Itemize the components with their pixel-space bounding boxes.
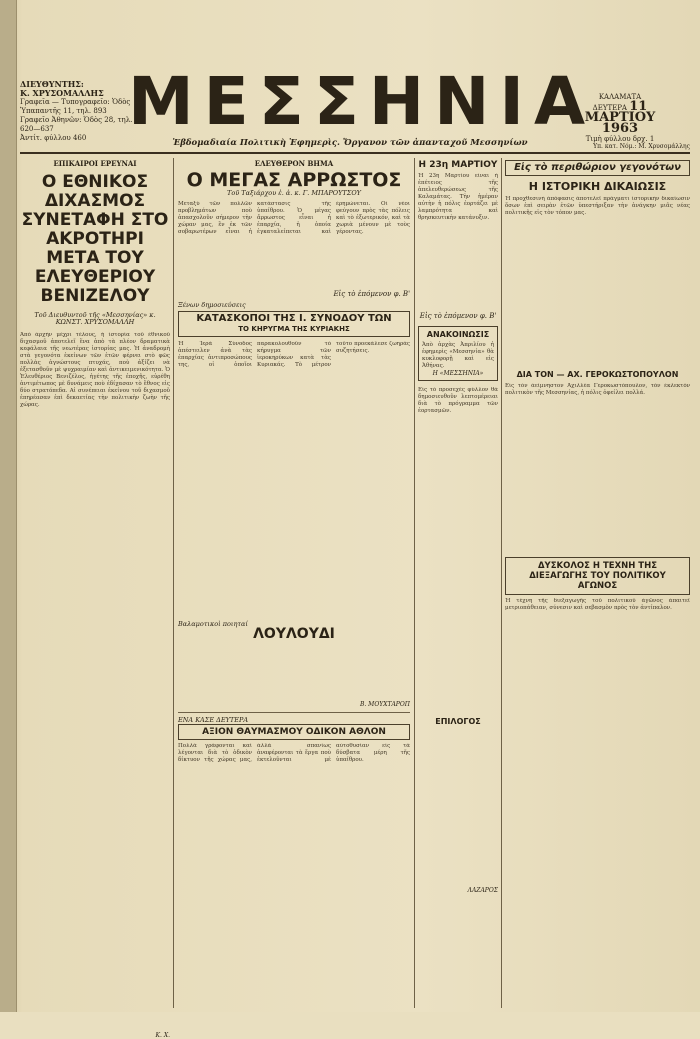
feature-kicker: ΕΝΑ ΚΑΣΕ ΔΕΥΤΕΡΑ [178, 716, 249, 724]
masthead-rule [20, 152, 690, 154]
column-3 [418, 160, 498, 894]
col2-body: Μεταξὺ τῶν πολλῶν προβλημάτων ποὺ ἀπασχολοῦν σήμερον τὴν χώραν μας, ἓν ἐκ τῶν σοβαρωτέρων εἶναι ἡ κατάστασις τῆς ὑπαίθρου. Ὁ μέγας ἄρρωστος εἶναι ἡ ἐπαρχία, ἡ ὁποία ἐγκαταλείπεται καὶ ἐρημώνεται. Οἱ νέοι φεύγουν πρὸς τὰς πόλεις καὶ τὸ ἐξωτερικόν, καὶ τὰ χωριὰ μένουν μὲ τοὺς γέροντας. [178, 201, 410, 235]
col1-kicker: ΕΠΙΚΑΙΡΟΙ ΕΡΕΥΝΑΙ [53, 159, 137, 168]
col1-body-text: Ἀπὸ ἀρχὴν μέχρι τέλους, ἡ ἱστορία τοῦ ἐθνικοῦ διχασμοῦ ἀποτελεῖ ἕνα ἀπὸ τὰ πλέον δραματικὰ κεφάλαια τῆς νεωτέρας ἱστορίας μας. Ἡ ἀναδρομὴ στὰ γεγονότα ἐκείνων τῶν ἐτῶν φέρνει στὸ φῶς πολλὰς ἀγνώστους πτυχάς, ποὺ ἀξίζει νὰ ἐξετασθοῦν μὲ ψυχραιμίαν καὶ ἀντικειμενικότητα. Ὁ Ἐλευθέριος Βενιζέλος, ἡγέτης τῆς ἐποχῆς, εὑρέθη ἀντιμέτωπος μὲ δυνάμεις ποὺ ἐδίχασαν τὸ ἔθνος εἰς δύο στρατόπεδα. Αἱ συνέπειαι ἐκείνου τοῦ διχασμοῦ ἐπηρέασαν ἐπὶ δεκαετίας τὴν πολιτικὴν ζωὴν τῆς χώρας. [20, 332, 170, 408]
feature-body: Πολλὰ γράφονται καὶ λέγονται διὰ τὸ ὁδικὸν δίκτυον τῆς χώρας μας, ἀλλὰ σπανίως ἀναφέρονται τὰ ἔργα ποὺ ἐκτελοῦνται μὲ αὐτοθυσίαν εἰς τὰ δύσβατα μέρη τῆς ὑπαίθρου. [178, 743, 410, 763]
col3-signature: ΛΑΖΑΡΟΣ [467, 887, 498, 894]
notice-signature: Η «ΜΕΣΣΗΝΙΑ» [432, 370, 484, 377]
subscription-price: Ἀντίτ. φύλλου 460 [20, 134, 87, 142]
notice-title: ΑΝΑΚΟΙΝΩΣΙΣ [426, 330, 490, 339]
col2-headline2: ΚΑΤΑΣΚΟΠΟΙ ΤΗΣ Ι. ΣΥΝΟΔΟΥ ΤΩΝ [196, 313, 392, 324]
feature-header [178, 724, 410, 740]
col2-divider [178, 712, 410, 713]
col1-body [20, 332, 170, 1032]
column-1 [20, 160, 170, 1039]
col1-headline: Ο ΕΘΝΙΚΟΣ ΔΙΧΑΣΜΟΣ ΣΥΝΕΤΑΦΗ ΣΤΟ ΑΚΡΟΤΗΡΙ ΜΕΤΑ ΤΟΥ ΕΛΕΥΘΕΡΙΟΥ ΒΕΝΙΖΕΛΟΥ [21, 172, 169, 306]
col4-body2: Εἰς τὸν ἀείμνηστον Ἀχιλλέα Γεροκωστόπουλον, τὸν ἐκλεκτὸν πολιτικὸν τῆς Μεσσηνίας, ἡ πόλις ὀφείλει πολλά. [505, 383, 690, 396]
column-divider-1 [173, 158, 174, 1008]
col4-kicker: Εἰς τὸ περιθώριον γεγονότων [514, 162, 681, 173]
poem-title: ΛΟΥΛΟΥΔΙ [253, 626, 335, 642]
col2-subheadline2: ΤΟ ΚΗΡΥΓΜΑ ΤΗΣ ΚΥΡΙΑΚΗΣ [238, 325, 350, 333]
offices: Γραφεῖα — Τυπογραφεῖο: Ὁδὸς Ὑπαπαντῆς 11, τηλ. 893 [20, 98, 131, 115]
feature-headline: ΑΞΙΟΝ ΘΑΥΜΑΣΜΟΥ ΟΔΙΚΟΝ ΑΘΛΟΝ [202, 727, 386, 737]
col2-byline: Τοῦ Ταξιάρχου ἐ. ἀ. κ. Γ. ΜΠΑΡΟΥΤΣΟΥ [227, 189, 361, 197]
col2-headline: Ο ΜΕΓΑΣ ΑΡΡΩΣΤΟΣ [186, 169, 402, 191]
column-4 [505, 160, 690, 898]
col2-section: Ξένων δημοσιεύσεις [178, 301, 246, 309]
col3-epilogos-body [418, 727, 498, 887]
column-divider-3 [501, 158, 502, 1008]
city: ΚΑΛΑΜΑΤΑ [598, 93, 642, 101]
col3-epilogos: ΕΠΙΛΟΓΟΣ [435, 717, 481, 726]
col2-continuation: Εἰς τὸ ἐπόμενον φ. Β' [333, 290, 410, 298]
col1-signature: Κ. Χ. [155, 1032, 170, 1039]
col4-body: Ἡ προχθεσινὴ ἀπόφασις ἀποτελεῖ πράγματι ἱστορικὴν δικαίωσιν ὅσων ἐπὶ σειρὰν ἐτῶν ὑπεστήριξαν τὴν ἀνάγκην μιᾶς νέας πολιτικῆς εἰς τὸν τόπον μας. [505, 196, 690, 216]
notice-box [418, 326, 498, 381]
athens-office: Γραφεῖο Ἀθηνῶν: Ὁδὸς 28, τηλ. 620—637 [20, 116, 133, 133]
dateline [560, 92, 680, 144]
page-fold [16, 0, 17, 1012]
col2-kicker: ΕΛΕΥΘΕΡΟΝ ΒΗΜΑ [254, 159, 334, 168]
col2-body2: Ἡ Ἱερὰ Σύνοδος ἀπέστειλεν ἀνὰ τὰς ἐπαρχίας ἀντιπροσώπους της, οἱ ὁποῖοι παρακολουθοῦν τὸ κήρυγμα τῶν ἱεροκηρύκων κατὰ τὰς Κυριακάς. Τὸ μέτρον τοῦτο προεκάλεσε ζωηρὰς συζητήσεις. [178, 341, 410, 368]
issue-price: Τιμὴ φύλλου δρχ. 1 [585, 135, 655, 143]
page-edge [0, 0, 16, 1012]
col4-body3: Ἡ τέχνη τῆς διεξαγωγῆς τοῦ πολιτικοῦ ἀγῶνος ἀπαιτεῖ μετριοπάθειαν, σύνεσιν καὶ σεβασμὸν πρὸς τὸν ἀντίπαλον. [505, 598, 690, 611]
col2-story2-header [178, 311, 410, 337]
notice-body: Ἀπὸ ἀρχὰς Ἀπριλίου ἡ ἐφημερὶς «Μεσσηνία» θὰ κυκλοφορῇ καὶ εἰς Ἀθήνας. [422, 342, 494, 369]
director-label: ΔΙΕΥΘΥΝΤΗΣ: [20, 79, 84, 89]
col3-body: Ἡ 23η Μαρτίου εἶναι ἡ ἐπέτειος τῆς ἀπελευθερώσεως τῆς Καλαμάτας. Τὴν ἡμέραν αὐτὴν ἡ πόλις ἑορτάζει μὲ λαμπρότητα καὶ θρησκευτικὴν κατάνυξιν. [418, 173, 498, 221]
column-2 [178, 160, 410, 903]
col4-kicker-box [505, 160, 690, 176]
director-box [20, 80, 135, 143]
poem-signature: Β. ΜΟΥΧΤΑΡΟΠ [359, 701, 410, 708]
newspaper-title: ΜΕΣΣΗΝΙΑ [128, 63, 596, 140]
col4-headline2: ΔΙΑ ΤΟΝ — ΑΧ. ΓΕΡΟΚΩΣΤΟΠΟΥΛΟΝ [516, 370, 679, 379]
col1-byline: Τοῦ Διευθυντοῦ τῆς «Μεσσηνίας» κ. ΚΩΝΣΤ. ΧΡΥΣΟΜΑΛΛΗ [34, 311, 156, 326]
col4-headline: Η ΙΣΤΟΡΙΚΗ ΔΙΚΑΙΩΣΙΣ [528, 180, 667, 193]
date: 11 ΜΑΡΤΙΟΥ [584, 99, 656, 125]
newspaper-subtitle: Ἑβδομαδιαία Πολιτικὴ Ἐφημερὶς. Ὄργανον τῶν ἀπανταχοῦ Μεσσηνίων [172, 138, 528, 148]
col4-headline3-box [505, 557, 690, 595]
col4-headline3: ΔΥΣΚΟΛΟΣ Η ΤΕΧΝΗ ΤΗΣ ΔΙΕΞΑΓΩΓΗΣ ΤΟΥ ΠΟΛΙΤΙΚΟΥ ΑΓΩΝΟΣ [529, 561, 666, 591]
column-divider-2 [414, 158, 415, 1008]
col3-headline: Η 23η ΜΑΡΤΙΟΥ [418, 160, 498, 170]
col3-continuation: Εἰς τὸ ἐπόμενον φ. Β' [419, 312, 497, 320]
publisher: Υπ. κατ. Νόμ.: Μ. Χρυσομάλλης [593, 143, 690, 150]
year: 1963 [601, 121, 639, 136]
director-name: Κ. ΧΡΥΣΟΜΑΛΛΗΣ [20, 88, 104, 98]
poem-section: Βαλαμοτικοὶ ποιηταί [178, 620, 248, 628]
poem-body [178, 641, 410, 701]
col3-lower-body: Εἰς τὸ προσεχὲς φύλλον θὰ δημοσιευθοῦν λεπτομέρειαι διὰ τὸ πρόγραμμα τῶν ἑορτασμῶν. [418, 387, 498, 414]
day: ΔΕΥΤΕΡΑ [592, 104, 627, 112]
